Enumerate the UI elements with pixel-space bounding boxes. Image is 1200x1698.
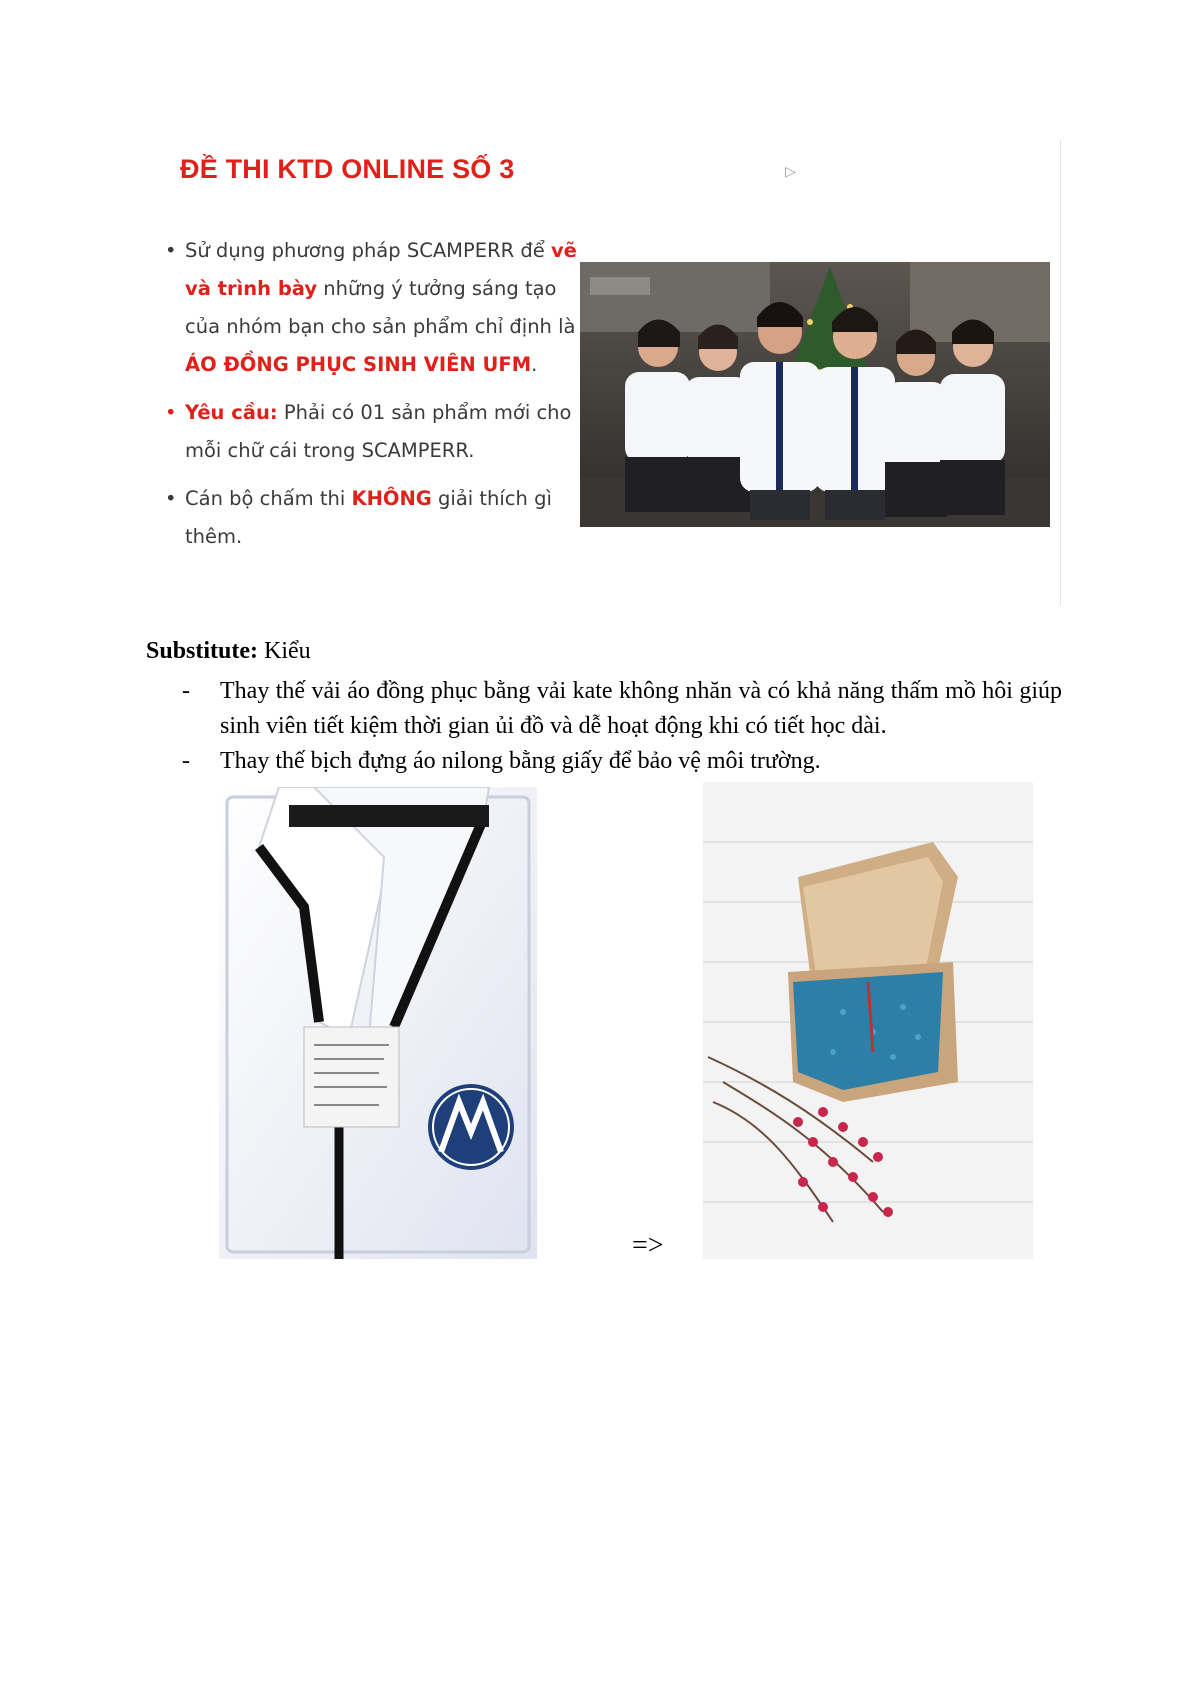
list-dash: -	[182, 748, 190, 774]
box-illustration	[703, 782, 1033, 1259]
bullet-dot: •	[165, 239, 177, 262]
heading-bold: Substitute:	[146, 638, 259, 664]
slide-bullet-1: • Sử dụng phương pháp SCAMPERR để vẽ và trình bày những ý tưởng sáng tạo của nhóm bạn cho sản phẩm chỉ định là ÁO ĐỒNG PHỤC SINH VIÊN UFM.	[165, 232, 580, 384]
bullet-dot: •	[165, 487, 177, 510]
shirt-illustration	[219, 787, 537, 1259]
paper-box-photo	[703, 782, 1033, 1259]
slide-bullet-3: • Cán bộ chấm thi KHÔNG giải thích gì thêm.	[165, 480, 580, 556]
heading-rest: Kiểu	[258, 638, 311, 664]
list-item-text: Thay thế bịch đựng áo nilong bằng giấy để bảo vệ môi trường.	[220, 748, 821, 774]
slide-bullet-2: • Yêu cầu: Phải có 01 sản phẩm mới cho mỗi chữ cái trong SCAMPERR.	[165, 394, 580, 470]
student-group-photo	[580, 262, 1050, 527]
bullet-dot: •	[165, 401, 177, 424]
exam-slide	[145, 140, 1061, 605]
slide-title: ĐỀ THI KTD ONLINE SỐ 3	[180, 154, 515, 184]
arrow-text: =>	[632, 1230, 664, 1261]
substitute-list	[182, 674, 1062, 779]
list-item	[182, 744, 1062, 779]
mouse-pointer-icon: ▷	[785, 164, 796, 180]
list-dash: -	[182, 678, 190, 704]
student-group-illustration	[580, 262, 1050, 527]
section-heading	[146, 638, 311, 665]
list-item	[182, 674, 1062, 744]
list-item-text: Thay thế vải áo đồng phục bằng vải kate không nhăn và có khả năng thấm mồ hôi giúp sinh viên tiết kiệm thời gian ủi đồ và dễ hoạt động khi có tiết học dài.	[220, 678, 1062, 739]
shirt-in-plastic-bag-photo	[219, 787, 537, 1259]
